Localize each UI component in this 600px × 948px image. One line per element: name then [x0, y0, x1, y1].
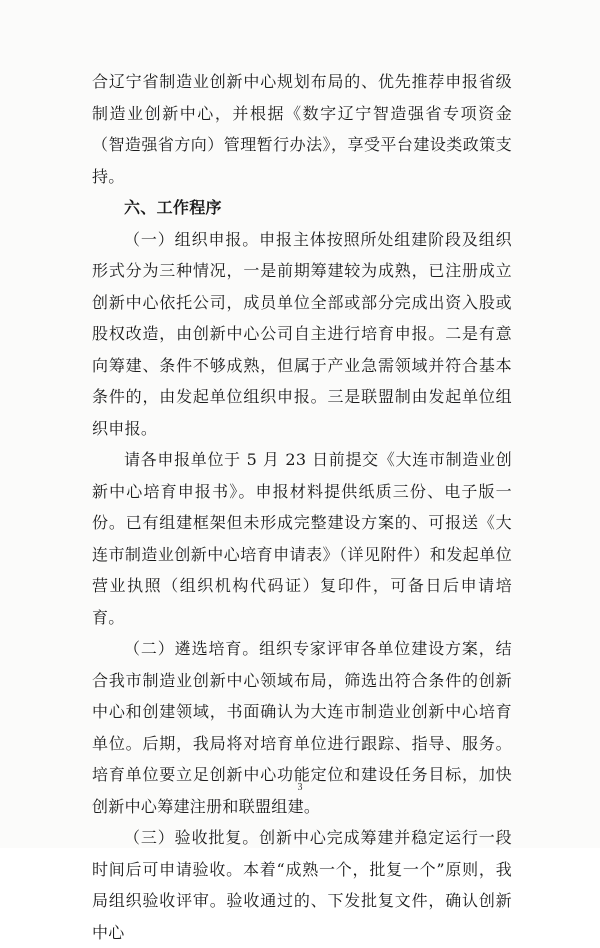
item-lead: （一）组织申报。: [124, 229, 260, 249]
item-text: 组织专家评审各单位建设方案，结合我市制造业创新中心领域布局，筛选出符合条件的创新中心和创建领域，书面确认为大连市制造业创新中心培育单位。后期，我局将对培育单位进行跟踪、指导、服务。培育单位要立足创新中心功能定位和建设任务目标，加快创新中心筹建注册和联盟组建。: [92, 639, 512, 816]
item-lead: （三）验收批复。: [124, 828, 260, 847]
item-selection-cultivation: [92, 633, 512, 822]
item-text: 创新中心完成筹建并稳定运行一段时间后可申请验收。本着“成熟一个，批复一个”原则，我局组织验收评审。验收通过的、下发批复文件，确认创新中心: [92, 828, 512, 942]
document-body: [92, 66, 512, 948]
section-heading: 六、工作程序: [124, 198, 222, 217]
page-number: 3: [297, 782, 303, 793]
item-lead: （二）遴选培育。: [124, 639, 260, 658]
intro-paragraph: 合辽宁省制造业创新中心规划布局的、优先推荐申报省级制造业创新中心，并根据《数字辽宁智造强省专项资金（智造强省方向）管理暂行办法》，享受平台建设类政策支持。: [92, 72, 512, 186]
item-text: 申报主体按照所处组建阶段及组织形式分为三种情况，一是前期筹建较为成熟，已注册成立创新中心依托公司，成员单位全部或部分完成出资入股或股权改造，由创新中心公司自主进行培育申报。二是有意向筹建、条件不够成熟，但属于产业急需领域并符合基本条件的，由发起单位组织申报。三是联盟制由发起单位组织申报。: [92, 229, 512, 438]
item-acceptance-approval: [92, 822, 512, 948]
item-organize-application: [92, 224, 512, 445]
submission-paragraph: 请各申报单位于 5 月 23 日前提交《大连市制造业创新中心培育申报书》。申报材料提供纸质三份、电子版一份。已有组建框架但未形成完整建设方案的、可报送《大连市制造业创新中心培育申请表》（详见附件）和发起单位营业执照（组织机构代码证）复印件，可备日后申请培育。: [92, 450, 512, 627]
